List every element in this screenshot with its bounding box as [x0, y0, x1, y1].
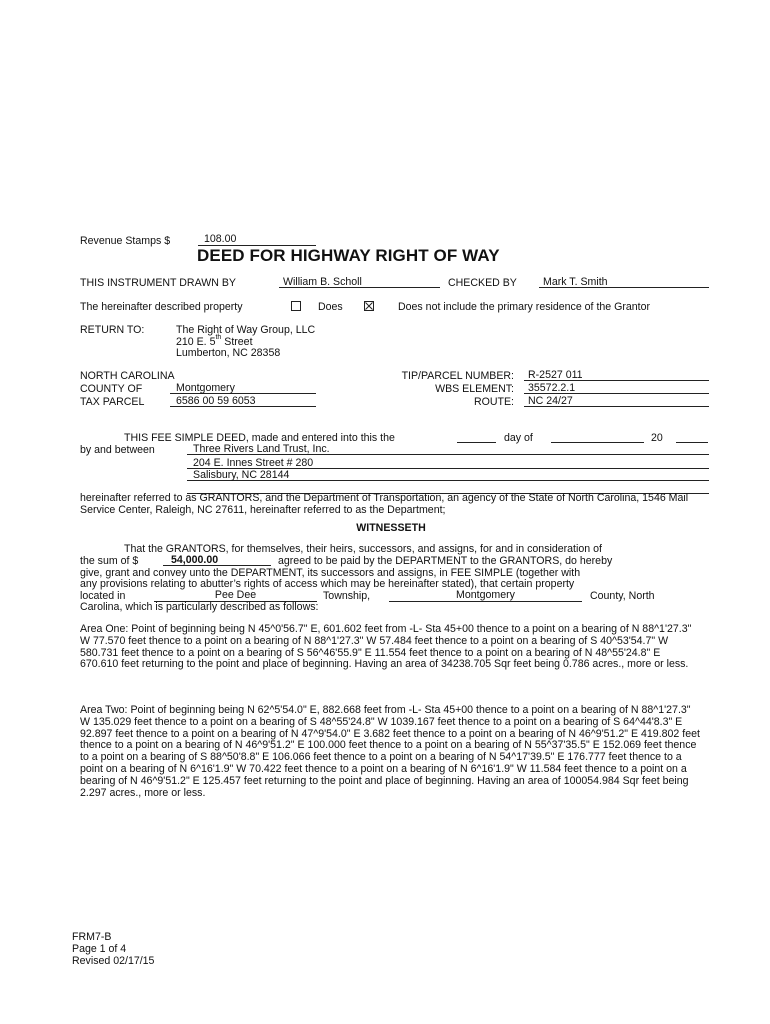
page-title: DEED FOR HIGHWAY RIGHT OF WAY	[197, 246, 500, 265]
witnesseth-heading: WITNESSETH	[356, 522, 426, 534]
witnesseth-line1: That the GRANTORS, for themselves, their heirs, successors, and assigns, for and in consideration of	[124, 543, 602, 555]
return-to-label: RETURN TO:	[80, 324, 145, 336]
grantor-address-1: 204 E. Innes Street # 280	[187, 457, 709, 469]
checked-by-label: CHECKED BY	[448, 277, 517, 289]
does-label: Does	[318, 301, 343, 313]
area-two-description: Area Two: Point of beginning being N 62^5'54.0" E, 882.668 feet from -L- Sta 45+00 thence to a point on a bearing of N 88^1'27.3" W 135.029 feet thence to a point on a bearing of S 48^55'24.8" W 1039.167 feet thence to a point on a bearing of S 64^44'8.3" E 92.897 feet thence to a point on a bearing of N 47^9'54.0" E 3.682 feet thence to a point on a bearing of N 46^9'51.2" E 419.802 feet thence to a point on a bearing of N 46^9'51.2" E 100.000 feet thence to a point on a bearing of N 55^37'35.5" E 152.069 feet thence to a point on a bearing of S 88^50'8.8" E 106.066 feet thence to a point on a bearing of N 54^17'39.5" E 176.777 feet thence to a point on a bearing of N 6^16'1.9" W 70.422 feet thence to a point on a bearing of N 6^16'1.9" W 11.584 feet thence to a point on a bearing of N 46^9'51.2" E 125.457 feet returning to the point and place of beginning. Having an area of 100054.984 Sqr feet being 2.297 acres., more or less.	[80, 704, 700, 799]
drawn-by-label: THIS INSTRUMENT DRAWN BY	[80, 277, 236, 289]
sum-value: 54,000.00	[163, 554, 271, 566]
return-to-line2: 210 E. 5th Street	[176, 334, 253, 348]
sum-label: the sum of $	[80, 555, 139, 567]
form-number: FRM7-B	[72, 931, 112, 943]
grantor-address-2: Salisbury, NC 28144	[187, 469, 709, 481]
wbs-label: WBS ELEMENT:	[435, 383, 514, 395]
return-to-line3: Lumberton, NC 28358	[176, 347, 281, 359]
revenue-stamps-label: Revenue Stamps $	[80, 235, 171, 247]
tax-parcel-label: TAX PARCEL	[80, 396, 145, 408]
by-and-between: by and between	[80, 444, 155, 456]
route-label: ROUTE:	[473, 396, 514, 408]
area-one-description: Area One: Point of beginning being N 45^0'56.7" E, 601.602 feet from -L- Sta 45+00 thence to a point on a bearing of N 88^1'27.3" W 77.570 feet thence to a point on a bearing of N 88^1'27.3" W 57.484 feet thence to a point on a bearing of S 40^53'54.7" W 580.731 feet thence to a point on a bearing of S 56^46'55.9" E 11.554 feet thence to a point on a bearing of N 48^55'24.8" E 670.610 feet returning to the point and place of beginning. Having an area of 34238.705 Sqr feet being 0.786 acres., more or less.	[80, 623, 692, 671]
tip-value: R-2527 011	[524, 369, 709, 381]
year-prefix: 20	[651, 432, 663, 444]
checked-by-value: Mark T. Smith	[539, 276, 709, 288]
route-value: NC 24/27	[524, 395, 709, 407]
drawn-by-value: William B. Scholl	[279, 276, 440, 288]
township-value: Pee Dee	[154, 589, 317, 602]
county-label: COUNTY OF	[80, 383, 143, 395]
located-in-label: located in	[80, 590, 126, 602]
tip-label: TIP/PARCEL NUMBER:	[401, 370, 514, 382]
residence-label: The hereinafter described property	[80, 301, 243, 313]
county-north-label: County, North	[590, 590, 655, 602]
witnesseth-line3: give, grant and convey unto the DEPARTMENT, its successors and assigns, in FEE SIMPLE (together with	[80, 567, 581, 579]
day-of-label: day of	[504, 432, 533, 444]
revised-date: Revised 02/17/15	[72, 955, 155, 967]
page-number: Page 1 of 4	[72, 943, 127, 955]
checkmark-x-icon	[365, 302, 373, 310]
grantor-name: Three Rivers Land Trust, Inc.	[187, 443, 709, 455]
return-to-line1: The Right of Way Group, LLC	[176, 324, 316, 336]
sum-post: agreed to be paid by the DEPARTMENT to the GRANTORS, do hereby	[278, 555, 613, 567]
county-value: Montgomery	[170, 382, 316, 394]
township-label: Township,	[323, 590, 371, 602]
hereinafter-paragraph: hereinafter referred to as GRANTORS, and the Department of Transportation, an agency of the State of North Carolina, 1546 Mail Service Center, Raleigh, NC 27611, hereinafter referred to as the Department;	[80, 492, 689, 516]
does-not-checkbox[interactable]	[364, 301, 374, 311]
revenue-stamps-value: 108.00	[198, 233, 316, 246]
county-name-value: Montgomery	[389, 589, 582, 602]
witnesseth-line6: Carolina, which is particularly described as follows:	[80, 601, 319, 613]
state-label: NORTH CAROLINA	[80, 370, 175, 382]
does-checkbox[interactable]	[291, 301, 301, 311]
deed-intro: THIS FEE SIMPLE DEED, made and entered into this the	[124, 432, 395, 444]
tax-parcel-value: 6586 00 59 6053	[170, 395, 316, 407]
witnesseth-line4: any provisions relating to abutter’s rights of access which may be hereinafter stated), that certain property	[80, 578, 575, 590]
does-not-label: Does not include the primary residence of the Grantor	[398, 301, 651, 313]
wbs-value: 35572.2.1	[524, 382, 709, 394]
